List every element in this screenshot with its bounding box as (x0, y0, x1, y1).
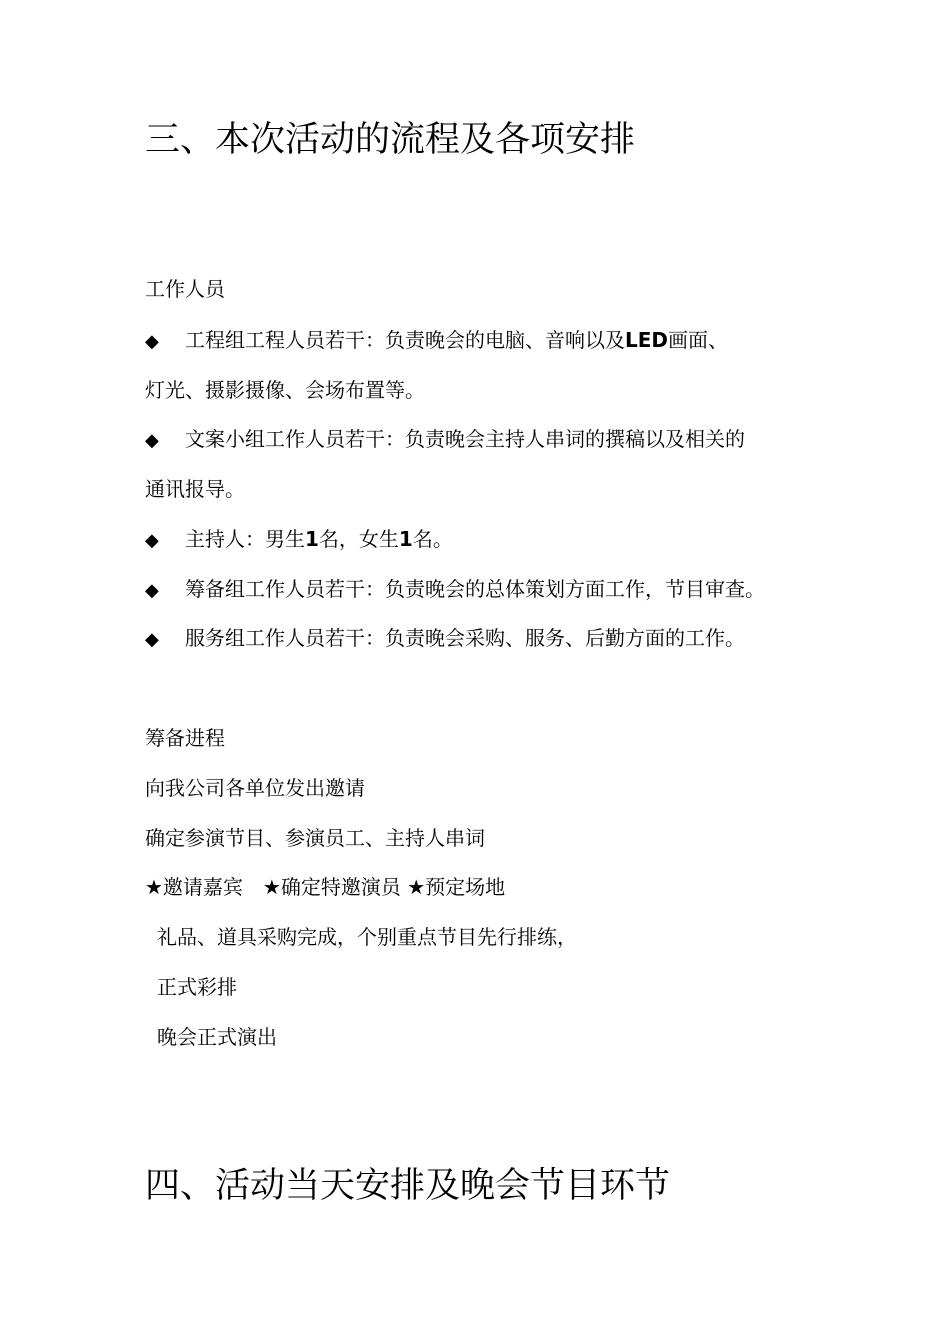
diamond-bullet-icon: ◆ (145, 580, 159, 601)
staff-item-count-female: 1 (398, 527, 413, 551)
staff-item-hosts (145, 525, 453, 555)
preparation-step: 礼品、道具采购完成，个别重点节目先行排练， (157, 925, 577, 949)
preparation-step: 晚会正式演出 (157, 1025, 277, 1049)
preparation-heading: 筹备进程 (145, 726, 225, 750)
diamond-bullet-icon: ◆ (145, 430, 159, 451)
staff-item-text: 名，女生 (318, 527, 399, 551)
staff-item-text: 文案小组工作人员若干：负责晚会主持人串词的撰稿以及相关的 (185, 427, 745, 451)
diamond-bullet-icon: ◆ (145, 629, 159, 650)
diamond-bullet-icon: ◆ (145, 331, 159, 352)
preparation-step: ★邀请嘉宾 ★确定特邀演员 ★预定场地 (145, 875, 506, 899)
diamond-bullet-icon: ◆ (145, 530, 159, 551)
preparation-step: 正式彩排 (157, 975, 237, 999)
staff-item-text: 画面、 (668, 328, 729, 352)
staff-item-text: 名。 (412, 527, 453, 551)
staff-item-copywriting-continued: 通讯报导。 (145, 477, 245, 501)
staff-item-count-male: 1 (305, 527, 319, 551)
section-3-title: 三、本次活动的流程及各项安排 (145, 120, 636, 160)
staff-item-text: 服务组工作人员若干：负责晚会采购、服务、后勤方面的工作。 (185, 626, 745, 650)
preparation-step: 确定参演节目、参演员工、主持人串词 (145, 826, 485, 850)
staff-item-engineering (145, 326, 728, 356)
section-4-title: 四、活动当天安排及晚会节目环节 (145, 1166, 671, 1206)
staff-item-text-led: LED (625, 328, 669, 352)
preparation-step: 向我公司各单位发出邀请 (145, 776, 365, 800)
staff-item-text: 主持人：男生 (185, 527, 305, 551)
staff-item-engineering-continued: 灯光、摄影摄像、会场布置等。 (145, 378, 425, 402)
staff-item-copywriting (145, 425, 745, 455)
staff-item-service (145, 624, 745, 654)
staff-item-text: 工程组工程人员若干：负责晚会的电脑、音响以及 (185, 328, 625, 352)
staff-heading: 工作人员 (145, 277, 225, 301)
staff-item-planning (145, 575, 765, 605)
staff-item-text: 筹备组工作人员若干：负责晚会的总体策划方面工作，节目审查。 (185, 577, 765, 601)
